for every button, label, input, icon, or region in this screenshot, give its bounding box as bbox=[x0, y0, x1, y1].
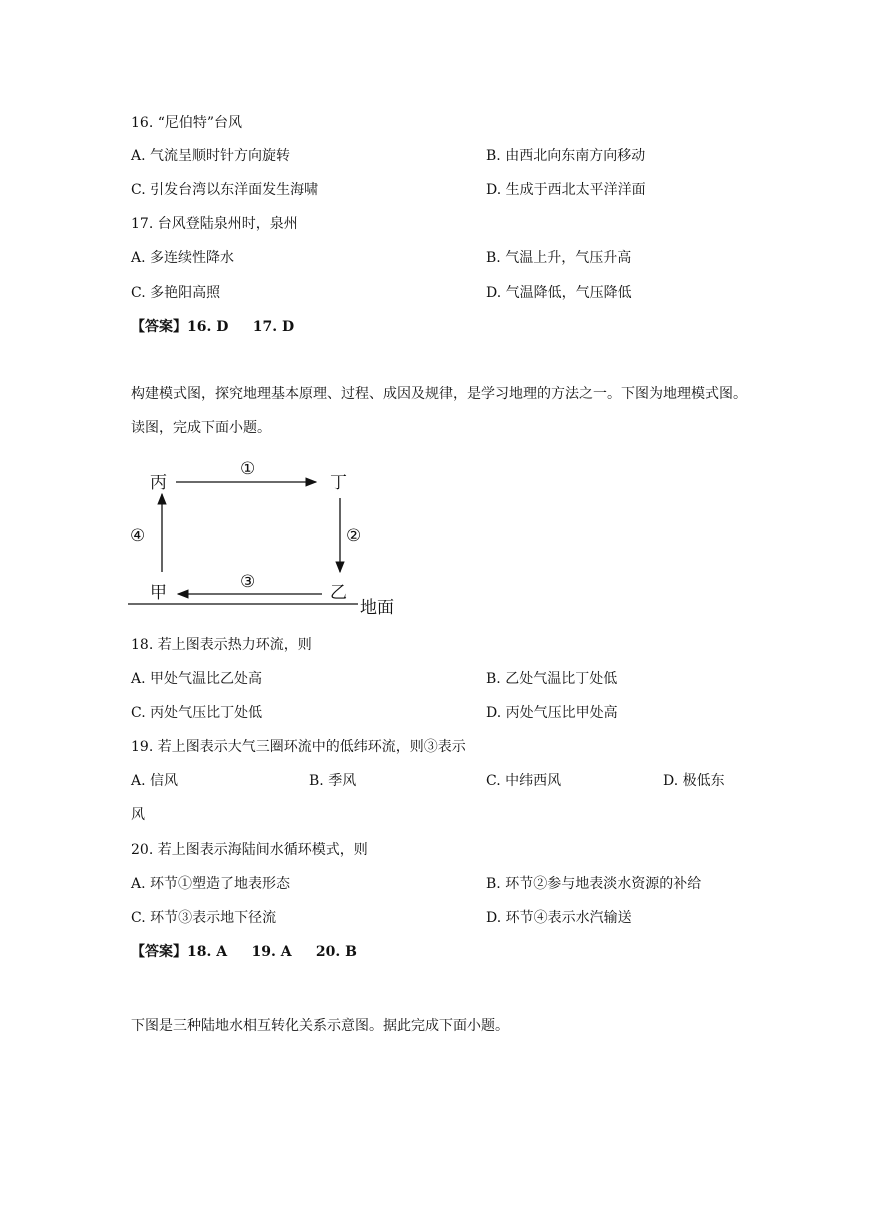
q20-option-a: A. 环节①塑造了地表形态 bbox=[131, 876, 291, 892]
label-circle-4: ④ bbox=[130, 526, 146, 546]
answer-18-20 bbox=[131, 942, 357, 962]
q19-option-d-wrap: 风 bbox=[131, 807, 145, 823]
answer-value: 18. A 19. A 20. B bbox=[187, 944, 357, 960]
q16-option-b: B. 由西北向东南方向移动 bbox=[486, 148, 646, 164]
answer-label: 【答案】 bbox=[131, 944, 187, 960]
q20-option-d: D. 环节④表示水汽输送 bbox=[486, 910, 632, 926]
label-circle-3: ③ bbox=[240, 572, 256, 592]
q17-option-b: B. 气温上升，气压升高 bbox=[486, 250, 632, 266]
q19-option-c: C. 中纬西风 bbox=[486, 773, 562, 789]
q17-option-c: C. 多艳阳高照 bbox=[131, 285, 221, 301]
answer-label: 【答案】 bbox=[131, 319, 187, 335]
q20-option-c: C. 环节③表示地下径流 bbox=[131, 910, 277, 926]
answer-16-17 bbox=[131, 317, 294, 337]
q17-option-d: D. 气温降低，气压降低 bbox=[486, 285, 632, 301]
q19-option-d: D. 极低东 bbox=[663, 773, 725, 789]
q18-option-a: A. 甲处气温比乙处高 bbox=[131, 671, 263, 687]
q20-stem: 20. 若上图表示海陆间水循环模式，则 bbox=[131, 842, 368, 858]
label-circle-1: ① bbox=[240, 460, 256, 479]
q20-option-b: B. 环节②参与地表淡水资源的补给 bbox=[486, 876, 702, 892]
q18-option-d: D. 丙处气压比甲处高 bbox=[486, 705, 618, 721]
answer-value: 16. D 17. D bbox=[187, 319, 295, 335]
q18-stem: 18. 若上图表示热力环流，则 bbox=[131, 637, 312, 653]
q16-option-c: C. 引发台湾以东洋面发生海啸 bbox=[131, 182, 319, 198]
intro-paragraph-land-water: 下图是三种陆地水相互转化关系示意图。据此完成下面小题。 bbox=[131, 1018, 509, 1034]
q18-option-b: B. 乙处气温比丁处低 bbox=[486, 671, 618, 687]
q16-stem: 16. “尼伯特”台风 bbox=[131, 115, 243, 131]
intro-paragraph-model: 构建模式图，探究地理基本原理、过程、成因及规律，是学习地理的方法之一。下图为地理模式图。读图，完成下面小题。 bbox=[131, 386, 747, 436]
label-ground: 地面 bbox=[360, 598, 394, 618]
label-circle-2: ② bbox=[346, 526, 362, 546]
circulation-model-diagram bbox=[126, 460, 396, 620]
label-yi: 乙 bbox=[330, 583, 347, 603]
q19-stem: 19. 若上图表示大气三圈环流中的低纬环流，则③表示 bbox=[131, 739, 466, 755]
q18-option-c: C. 丙处气压比丁处低 bbox=[131, 705, 263, 721]
q19-option-a: A. 信风 bbox=[131, 773, 179, 789]
q17-stem: 17. 台风登陆泉州时，泉州 bbox=[131, 216, 298, 232]
label-bing: 丙 bbox=[150, 473, 167, 493]
label-ding: 丁 bbox=[330, 473, 347, 493]
q16-option-d: D. 生成于西北太平洋洋面 bbox=[486, 182, 646, 198]
q16-option-a: A. 气流呈顺时针方向旋转 bbox=[131, 148, 291, 164]
q17-option-a: A. 多连续性降水 bbox=[131, 250, 235, 266]
q19-option-b: B. 季风 bbox=[309, 773, 357, 789]
label-jia: 甲 bbox=[150, 583, 167, 603]
